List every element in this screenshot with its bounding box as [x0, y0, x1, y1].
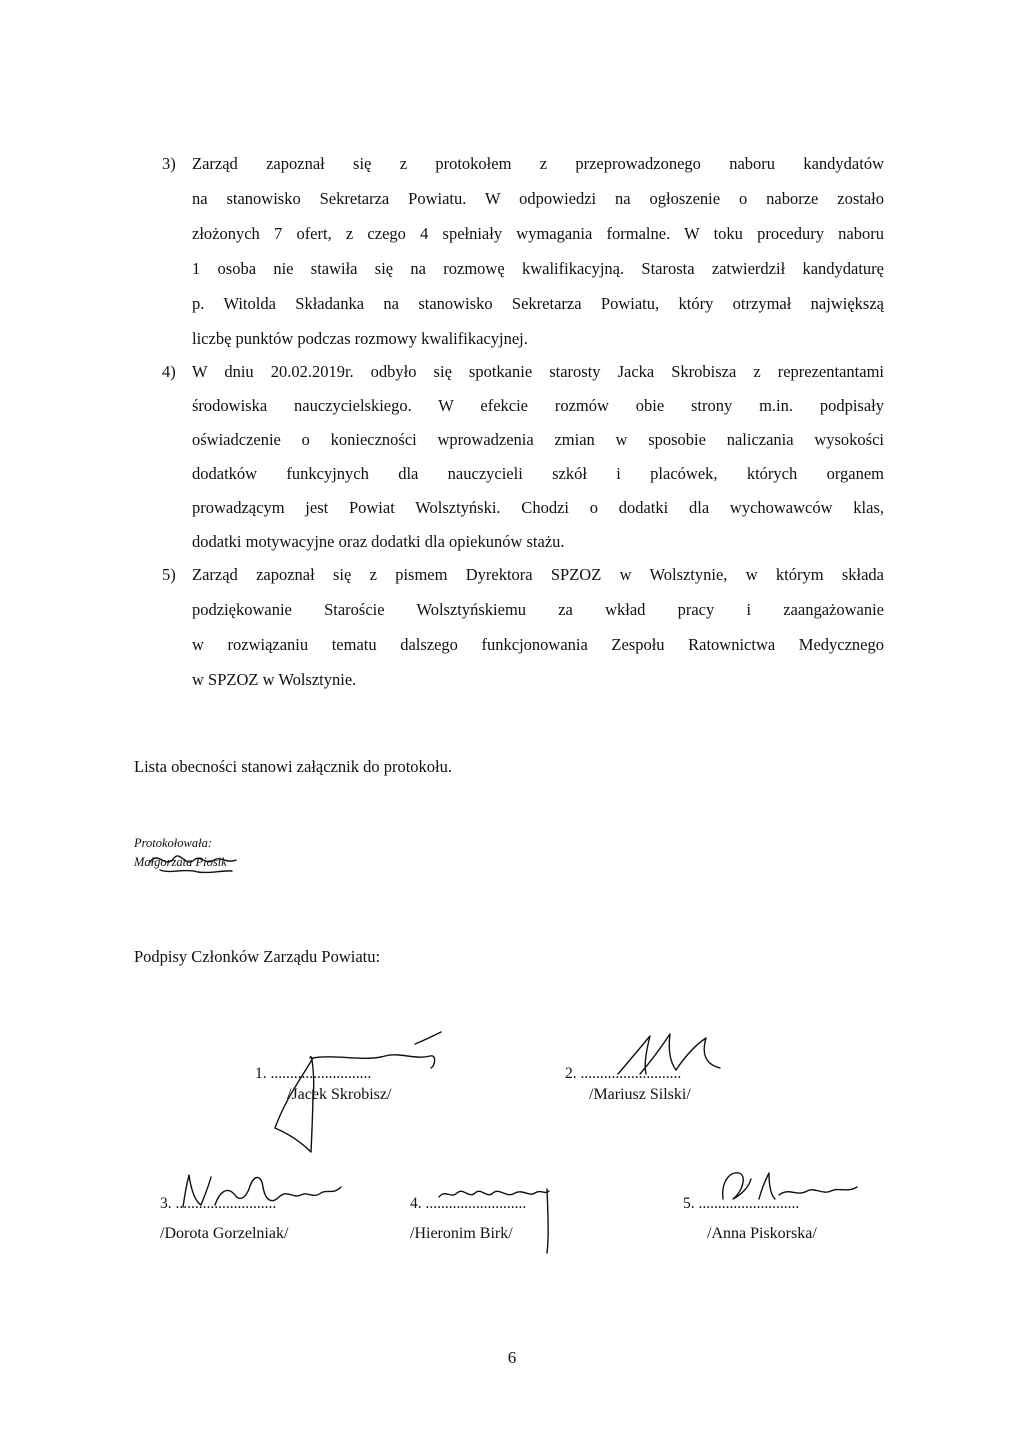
text-line: prowadzącym jest Powiat Wolsztyński. Chodzi o dodatki dla wychowawców klas,	[192, 498, 884, 517]
page-number: 6	[507, 1348, 517, 1367]
signature-line-3: 3. ..........................	[160, 1195, 277, 1212]
attendance-note: Lista obecności stanowi załącznik do protokołu.	[134, 757, 452, 776]
signature-1	[255, 1020, 455, 1160]
text-line: dodatków funkcyjnych dla nauczycieli szkół i placówek, których organem	[192, 464, 884, 483]
text-line: p. Witolda Składanka na stanowisko Sekretarza Powiatu, który otrzymał największą	[192, 294, 884, 313]
signature-5	[715, 1165, 865, 1210]
text-line: liczbę punktów podczas rozmowy kwalifikacyjnej.	[192, 329, 528, 348]
item-number: 4)	[162, 362, 176, 381]
signature-name-5: /Anna Piskorska/	[707, 1225, 817, 1242]
signature-name-3: /Dorota Gorzelniak/	[160, 1225, 289, 1242]
signature-line-5: 5. ..........................	[683, 1195, 800, 1212]
recorder-signature	[140, 840, 250, 880]
signature-4	[435, 1175, 565, 1255]
text-line: w SPZOZ w Wolsztynie.	[192, 670, 357, 689]
text-line: w rozwiązaniu tematu dalszego funkcjonowania Zespołu Ratownictwa Medycznego	[192, 635, 884, 654]
text-line: Zarząd zapoznał się z protokołem z przeprowadzonego naboru kandydatów	[192, 154, 884, 173]
text-line: środowiska nauczycielskiego. W efekcie rozmów obie strony m.in. podpisały	[192, 396, 884, 415]
signature-3	[175, 1165, 355, 1215]
recorder-name: Małgorzata Piosik	[134, 855, 227, 869]
text-line: dodatki motywacyjne oraz dodatki dla opiekunów stażu.	[192, 532, 565, 551]
item-number: 3)	[162, 154, 176, 173]
signature-line-2: 2. ..........................	[565, 1065, 682, 1082]
signature-name-1: /Jacek Skrobisz/	[287, 1086, 392, 1103]
signature-line-4: 4. ..........................	[410, 1195, 527, 1212]
text-line: złożonych 7 ofert, z czego 4 spełniały wymagania formalne. W toku procedury naboru	[192, 224, 884, 243]
item-number: 5)	[162, 565, 176, 584]
text-line: 1 osoba nie stawiła się na rozmowę kwalifikacyjną. Starosta zatwierdził kandydaturę	[192, 259, 884, 278]
text-line: oświadczenie o konieczności wprowadzenia zmian w sposobie naliczania wysokości	[192, 430, 884, 449]
recorder-label: Protokołowała:	[134, 836, 213, 850]
signature-name-2: /Mariusz Silski/	[589, 1086, 691, 1103]
text-line: na stanowisko Sekretarza Powiatu. W odpowiedzi na ogłoszenie o naborze zostało	[192, 189, 884, 208]
signature-2	[610, 1030, 730, 1080]
text-line: Zarząd zapoznał się z pismem Dyrektora SPZOZ w Wolsztynie, w którym składa	[192, 565, 884, 584]
signatures-heading: Podpisy Członków Zarządu Powiatu:	[134, 947, 381, 966]
signature-name-4: /Hieronim Birk/	[410, 1225, 513, 1242]
text-line: W dniu 20.02.2019r. odbyło się spotkanie starosty Jacka Skrobisza z reprezentantami	[192, 362, 884, 381]
signature-line-1: 1. ..........................	[255, 1065, 372, 1082]
text-line: podziękowanie Staroście Wolsztyńskiemu za wkład pracy i zaangażowanie	[192, 600, 884, 619]
